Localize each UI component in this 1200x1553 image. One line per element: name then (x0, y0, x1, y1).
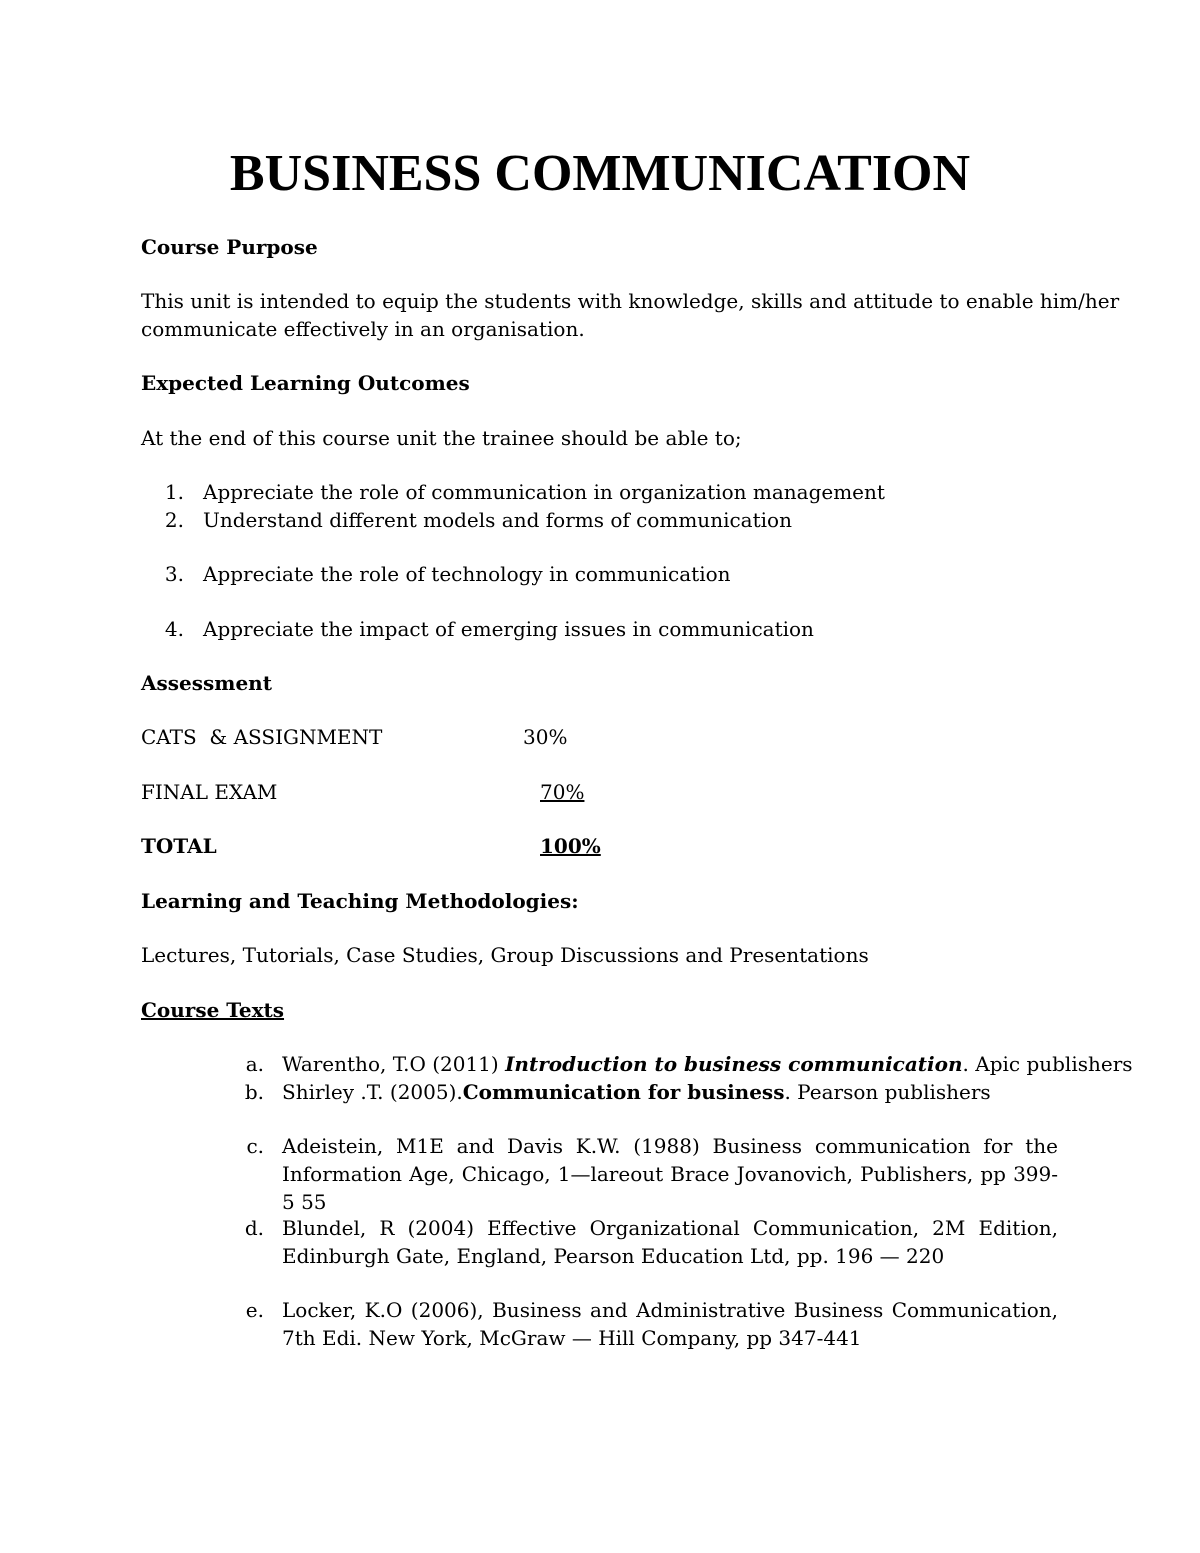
assessment-total-label: TOTAL (141, 834, 217, 858)
assessment-value: 70% (540, 780, 585, 804)
reference-text: Warentho, T.O (2011) (282, 1052, 506, 1076)
reference-text: . Pearson publishers (784, 1080, 991, 1104)
outcome-number: 3. (164, 562, 184, 586)
reference-item: Adeistein, M1E and Davis K.W. (1988) Business communication for the Information Age, Chicago, 1—lareout Brace Jovanovich, Publishers, pp 399-5 55 (282, 1134, 1058, 1214)
reference-letter: e. (245, 1298, 264, 1322)
methodologies-heading: Learning and Teaching Methodologies: (141, 889, 579, 913)
course-purpose-line-1: This unit is intended to equip the students with knowledge, skills and attitude to enable him/her (141, 289, 1120, 313)
assessment-heading: Assessment (141, 671, 272, 695)
outcome-number: 1. (164, 480, 184, 504)
course-purpose-line-2: communicate effectively in an organisation. (141, 317, 585, 341)
reference-item (282, 1078, 991, 1106)
outcome-item: Understand different models and forms of communication (203, 508, 792, 532)
course-purpose-heading: Course Purpose (141, 235, 318, 259)
assessment-label: FINAL EXAM (141, 780, 278, 804)
outcome-number: 2. (164, 508, 184, 532)
reference-letter: a. (245, 1052, 264, 1076)
outcome-item: Appreciate the role of communication in organization management (203, 480, 885, 504)
outcome-number: 4. (164, 617, 184, 641)
reference-title: Communication for business (462, 1080, 785, 1104)
reference-item: Blundel, R (2004) Effective Organizational Communication, 2M Edition, Edinburgh Gate, England, Pearson Education Ltd, pp. 196 — 220 (282, 1216, 1058, 1268)
assessment-label: CATS & ASSIGNMENT (141, 725, 383, 749)
assessment-total-value: 100% (540, 834, 601, 858)
reference-letter: c. (246, 1134, 264, 1158)
outcomes-heading: Expected Learning Outcomes (141, 371, 470, 395)
reference-text: . Apic publishers (962, 1052, 1133, 1076)
reference-letter: d. (244, 1216, 264, 1240)
reference-item: Locker, K.O (2006), Business and Administrative Business Communication, 7th Edi. New York, McGraw — Hill Company, pp 347-441 (282, 1298, 1058, 1350)
document-title: BUSINESS COMMUNICATION (229, 145, 971, 202)
reference-letter: b. (244, 1080, 264, 1104)
assessment-value: 30% (523, 725, 568, 749)
reference-item (282, 1050, 1133, 1078)
methodologies-text: Lectures, Tutorials, Case Studies, Group Discussions and Presentations (141, 943, 869, 967)
reference-text: Shirley .T. (2005). (282, 1080, 463, 1104)
outcome-item: Appreciate the impact of emerging issues in communication (203, 617, 814, 641)
outcome-item: Appreciate the role of technology in communication (203, 562, 731, 586)
reference-title: Introduction to business communication (505, 1052, 963, 1076)
course-texts-heading: Course Texts (141, 998, 285, 1022)
outcomes-intro: At the end of this course unit the trainee should be able to; (141, 426, 742, 450)
